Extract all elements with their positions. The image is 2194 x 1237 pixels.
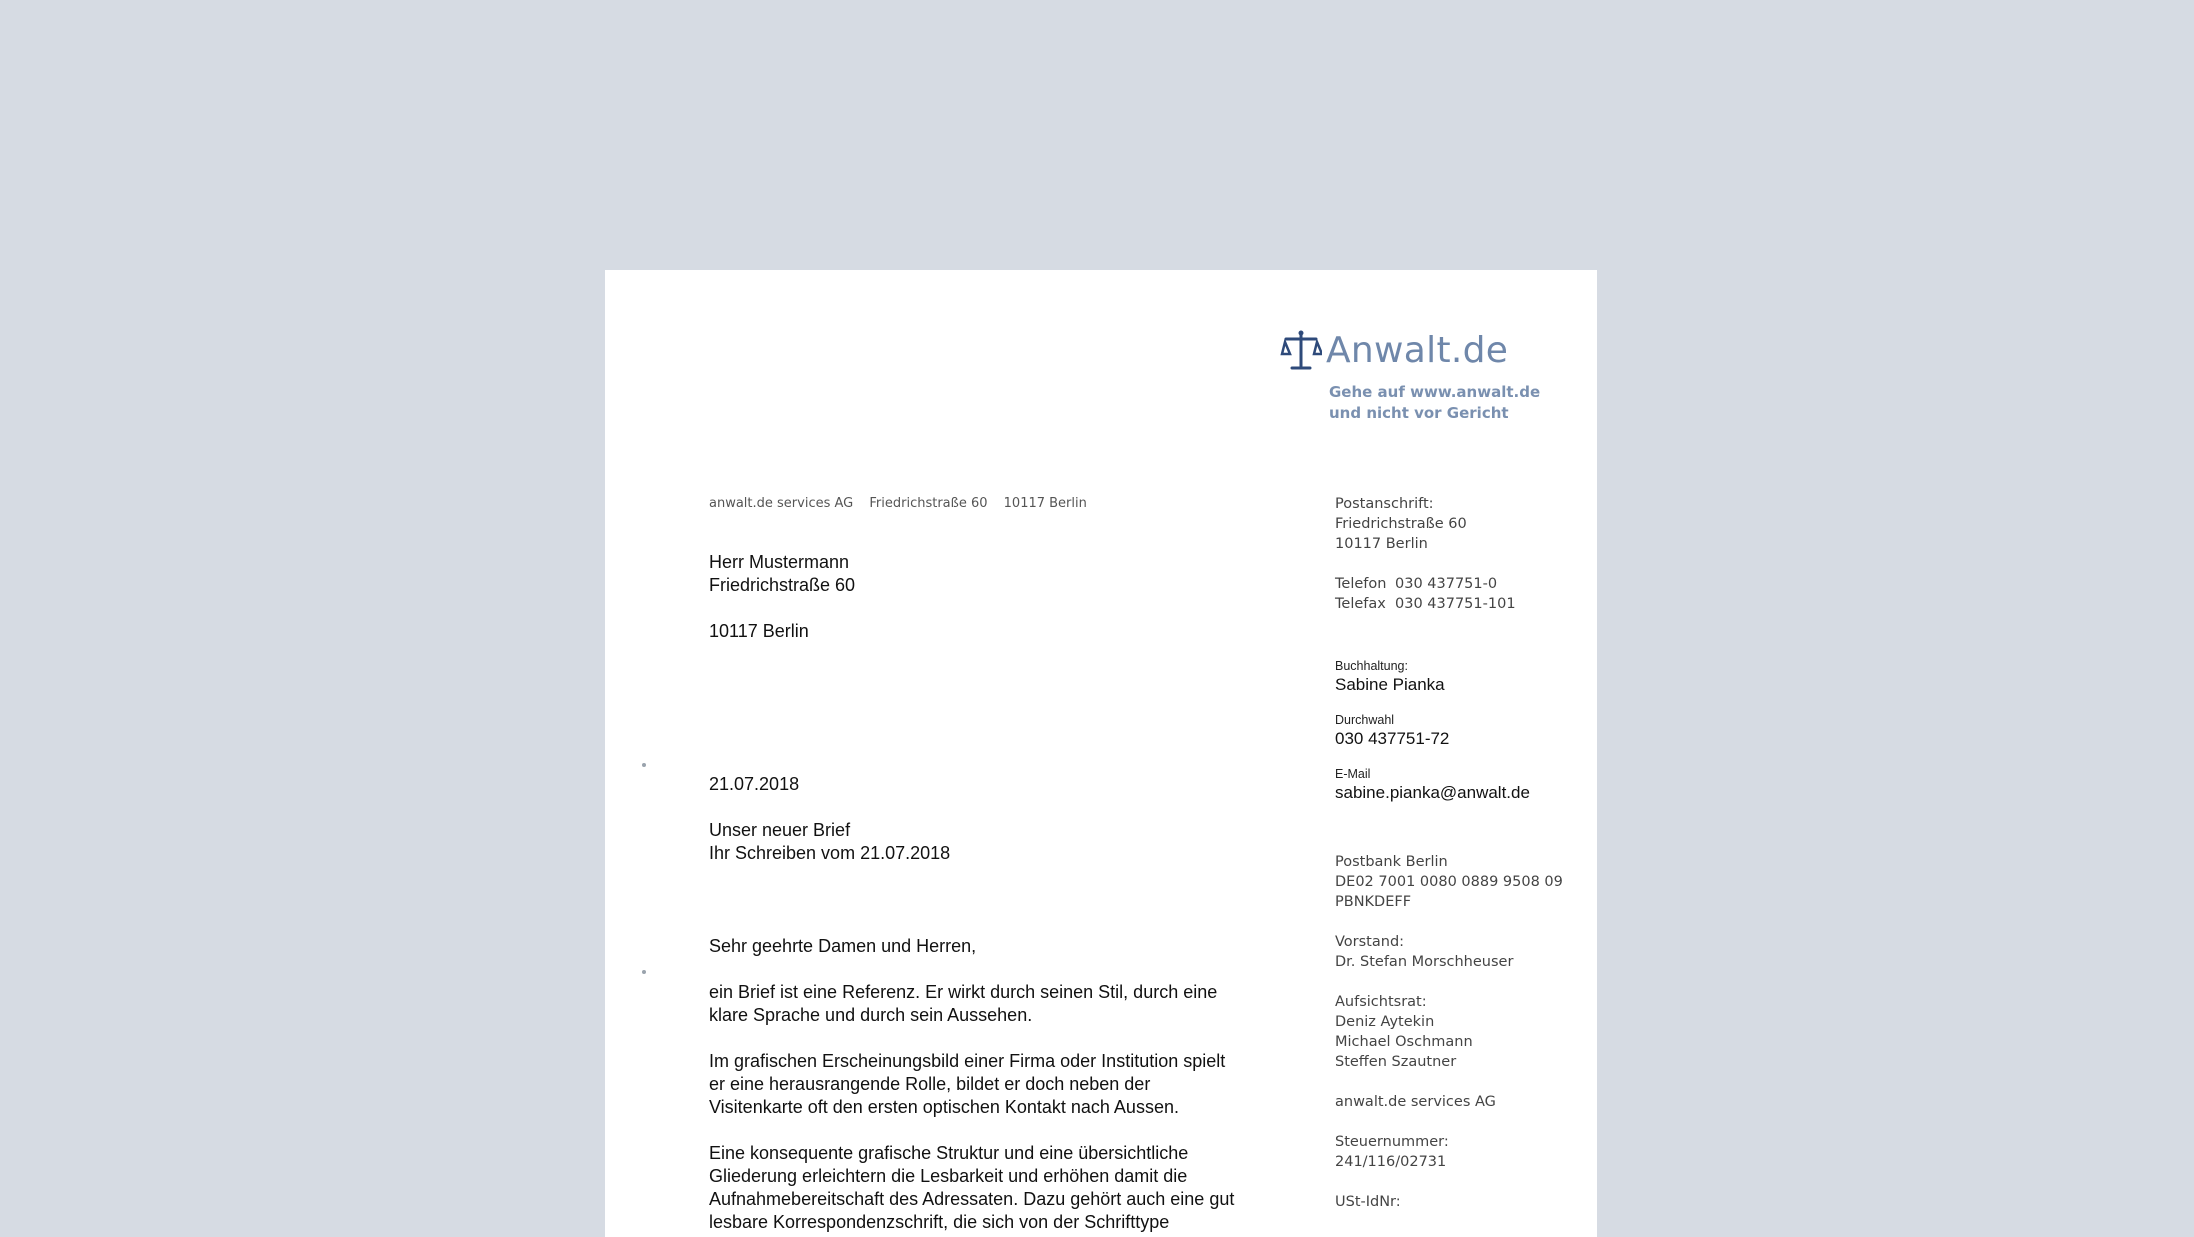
tagline-line-1: Gehe auf www.anwalt.de xyxy=(1329,383,1541,401)
company-name: anwalt.de services AG xyxy=(1335,1094,1496,1110)
aufsichtsrat-label: Aufsichtsrat: xyxy=(1335,994,1427,1010)
telefon-label: Telefon xyxy=(1335,576,1387,592)
sender-return-address xyxy=(709,496,1099,511)
ust-label: USt-IdNr: xyxy=(1335,1194,1401,1210)
sidebar-bank-block xyxy=(1335,852,1563,1212)
brand-name: Anwalt.de xyxy=(1326,329,1509,371)
buchhaltung-value: Sabine Pianka xyxy=(1335,675,1445,694)
recipient-city: 10117 Berlin xyxy=(709,621,809,641)
letter-body xyxy=(709,981,1239,1237)
telefon-value: 030 437751-0 xyxy=(1395,576,1498,592)
subject-line-1: Unser neuer Brief xyxy=(709,820,851,840)
fold-mark xyxy=(642,763,646,767)
brand-logo xyxy=(1280,328,1508,372)
telefon-row xyxy=(1335,574,1516,594)
body-paragraph: ein Brief ist eine Referenz. Er wirkt durch seinen Stil, durch eine klare Sprache und durch sein Aussehen. xyxy=(709,982,1218,1025)
durchwahl-value: 030 437751-72 xyxy=(1335,729,1450,748)
steuernummer-label: Steuernummer: xyxy=(1335,1134,1449,1150)
letter-subject xyxy=(709,819,950,865)
sender-street: Friedrichstraße 60 xyxy=(869,496,988,511)
telefax-label: Telefax xyxy=(1335,596,1386,612)
vorstand-label: Vorstand: xyxy=(1335,934,1405,950)
fold-mark xyxy=(642,970,646,974)
telefax-row xyxy=(1335,594,1516,614)
post-street: Friedrichstraße 60 xyxy=(1335,516,1467,532)
vorstand-value: Dr. Stefan Morschheuser xyxy=(1335,954,1514,970)
brand-tagline xyxy=(1329,382,1540,424)
bank-name: Postbank Berlin xyxy=(1335,854,1448,870)
post-city: 10117 Berlin xyxy=(1335,536,1428,552)
email-value[interactable]: sabine.pianka@anwalt.de xyxy=(1335,783,1530,802)
telefax-value: 030 437751-101 xyxy=(1395,596,1516,612)
sender-company: anwalt.de services AG xyxy=(709,496,854,511)
aufsichtsrat-member: Deniz Aytekin xyxy=(1335,1014,1435,1030)
bank-iban: DE02 7001 0080 0889 9508 09 xyxy=(1335,874,1563,890)
sender-city: 10117 Berlin xyxy=(1003,496,1087,511)
aufsichtsrat-member: Michael Oschmann xyxy=(1335,1034,1473,1050)
letter-page xyxy=(605,270,1597,1237)
recipient-address xyxy=(709,551,855,643)
email-label: E-Mail xyxy=(1335,767,1371,781)
sidebar-contact-block xyxy=(1335,658,1530,804)
body-paragraph: Im grafischen Erscheinungsbild einer Firma oder Institution spielt er eine herausrangende Rolle, bildet er doch neben der Visitenkarte oft den ersten optischen Kontakt nach Aussen. xyxy=(709,1051,1226,1117)
scales-icon xyxy=(1280,328,1322,372)
letter-greeting: Sehr geehrte Damen und Herren, xyxy=(709,936,977,956)
body-paragraph: Eine konsequente grafische Struktur und eine übersichtliche Gliederung erleichtern die Lesbarkeit und erhöhen damit die Aufnahmebereitschaft des Adressaten. Dazu gehört auch eine gut lesbare Korrespondenzschrift, die sich von der Schrifttype xyxy=(709,1143,1235,1232)
postanschrift-label: Postanschrift: xyxy=(1335,496,1434,512)
bank-bic: PBNKDEFF xyxy=(1335,894,1412,910)
sidebar-postal-block xyxy=(1335,494,1516,614)
steuernummer-value: 241/116/02731 xyxy=(1335,1154,1447,1170)
durchwahl-label: Durchwahl xyxy=(1335,713,1395,727)
buchhaltung-label: Buchhaltung: xyxy=(1335,659,1408,673)
subject-line-2: Ihr Schreiben vom 21.07.2018 xyxy=(709,843,951,863)
recipient-name: Herr Mustermann xyxy=(709,552,850,572)
tagline-line-2: und nicht vor Gericht xyxy=(1329,404,1509,422)
recipient-street: Friedrichstraße 60 xyxy=(709,575,856,595)
letter-date: 21.07.2018 xyxy=(709,774,800,794)
aufsichtsrat-member: Steffen Szautner xyxy=(1335,1054,1457,1070)
